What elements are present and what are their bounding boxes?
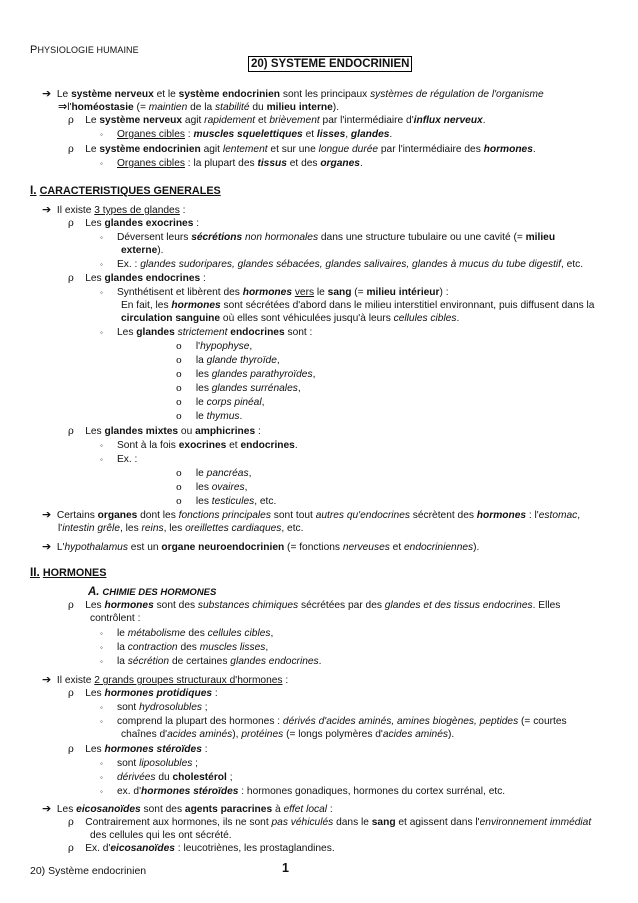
list-item: o le pancréas, — [176, 468, 252, 479]
sec2-eico-b: ρ Contrairement aux hormones, ils ne sont pas véhiculés dans le sang et agissent dans l'environnement immédiat — [68, 817, 592, 828]
intro-line-2: ⇒l'homéostasie (= maintien de la stabilité du milieu interne). — [58, 101, 340, 113]
sec2-prot-c: chaînes d'acides aminés), protéines (= longs polymères d'acides aminés). — [121, 729, 455, 740]
list-item: o l'hypophyse, — [176, 341, 253, 352]
sec1-mixed-title: ρ Les glandes mixtes ou amphicrines : — [68, 426, 261, 437]
sec2-eico-d: ρ Ex. d'eicosanoïdes : leucotriènes, les prostaglandines. — [68, 843, 335, 854]
o-bullet-icon: o — [176, 397, 182, 408]
circle-bullet-icon: ◦ — [100, 703, 103, 712]
page-title: 20) SYSTEME ENDOCRINIEN — [248, 56, 412, 72]
sec1-exo-title: ρ Les glandes exocrines : — [68, 218, 200, 229]
intro-line-1: ➔ Le système nerveux et le système endocrinien sont les principaux systèmes de régulation de l'organisme — [42, 88, 544, 100]
list-item: o la glande thyroïde, — [176, 355, 280, 366]
list-item: o le corps pinéal, — [176, 397, 265, 408]
circle-bullet-icon: ◦ — [100, 657, 103, 666]
o-bullet-icon: o — [176, 482, 182, 493]
rho-bullet-icon: ρ — [68, 843, 74, 854]
sec1-exo-a: ◦ Déversent leurs sécrétions non hormonales dans une structure tubulaire ou une cavité (= milieu — [100, 232, 556, 243]
section-1-heading: I. CARACTERISTIQUES GENERALES — [30, 183, 221, 197]
document-subject: PHYSIOLOGIE HUMAINE — [30, 44, 139, 56]
circle-bullet-icon: ◦ — [100, 328, 103, 337]
circle-bullet-icon: ◦ — [100, 773, 103, 782]
rho-bullet-icon: ρ — [68, 273, 74, 284]
right-arrow-icon: ➔ — [42, 88, 52, 100]
sec2-ster-a: ◦ sont liposolubles ; — [100, 758, 199, 769]
circle-bullet-icon: ◦ — [100, 759, 103, 768]
sec1-mixed-b: ◦ Ex. : — [100, 454, 138, 465]
rho-bullet-icon: ρ — [68, 688, 74, 699]
sec1-organs-b: l'intestin grêle, les reins, les oreillettes cardiaques, etc. — [58, 523, 304, 534]
intro-line-4: ◦ Organes cibles : muscles squelettiques et lisses, glandes. — [100, 129, 393, 140]
circle-bullet-icon: ◦ — [100, 787, 103, 796]
sec1-endo-a: ◦ Synthétisent et libèrent des hormones vers le sang (= milieu intérieur) : — [100, 287, 449, 298]
o-bullet-icon: o — [176, 411, 182, 422]
circle-bullet-icon: ◦ — [100, 717, 103, 726]
list-item: ◦ la contraction des muscles lisses, — [100, 642, 269, 653]
list-item: o les testicules, etc. — [176, 496, 277, 507]
intro-line-6: ◦ Organes cibles : la plupart des tissus et des organes. — [100, 158, 363, 169]
sec1-exo-b: externe). — [121, 245, 164, 256]
rho-bullet-icon: ρ — [68, 144, 74, 155]
sec1-endo-c: circulation sanguine où elles sont véhiculées jusqu'à leurs cellules cibles. — [121, 313, 460, 324]
circle-bullet-icon: ◦ — [100, 455, 103, 464]
list-item: ◦ le métabolisme des cellules cibles, — [100, 628, 274, 639]
sec1-endo-b: En fait, les hormones sont sécrétées d'abord dans le milieu interstitiel environnant, puis diffusent dans la — [121, 300, 595, 311]
sec2-a1: ρ Les hormones sont des substances chimiques sécrétées par des glandes et des tissus endocrines. Elles — [68, 600, 561, 611]
o-bullet-icon: o — [176, 355, 182, 366]
sec2-prot-a: ◦ sont hydrosolubles ; — [100, 702, 208, 713]
sec2-a2: contrôlent : — [90, 613, 141, 624]
circle-bullet-icon: ◦ — [100, 288, 103, 297]
list-item: o les glandes parathyroïdes, — [176, 369, 316, 380]
intro-line-5: ρ Le système endocrinien agit lentement et sur une longue durée par l'intermédiaire des hormones. — [68, 144, 536, 155]
subsection-a-heading: A. CHIMIE DES HORMONES — [88, 586, 217, 598]
circle-bullet-icon: ◦ — [100, 130, 103, 139]
sec2-prot-b: ◦ comprend la plupart des hormones : dérivés d'acides aminés, amines biogènes, peptides (= courtes — [100, 716, 567, 727]
list-item: o le thymus. — [176, 411, 243, 422]
sec2-eico-c: des cellules qui les ont sécrété. — [90, 830, 232, 841]
sec1-endo-title: ρ Les glandes endocrines : — [68, 273, 206, 284]
sec2-ster-title: ρ Les hormones stéroïdes : — [68, 744, 208, 755]
rho-bullet-icon: ρ — [68, 817, 74, 828]
circle-bullet-icon: ◦ — [100, 159, 103, 168]
right-arrow-icon: ➔ — [42, 204, 52, 216]
section-2-heading: II. HORMONES — [30, 565, 107, 579]
sec2-ster-c: ◦ ex. d'hormones stéroïdes : hormones gonadiques, hormones du cortex surrénal, etc. — [100, 786, 506, 797]
rho-bullet-icon: ρ — [68, 115, 74, 126]
o-bullet-icon: o — [176, 468, 182, 479]
o-bullet-icon: o — [176, 369, 182, 380]
circle-bullet-icon: ◦ — [100, 233, 103, 242]
circle-bullet-icon: ◦ — [100, 643, 103, 652]
sec2-prot-title: ρ Les hormones protidiques : — [68, 688, 218, 699]
sec2-ster-b: ◦ dérivées du cholestérol ; — [100, 772, 233, 783]
circle-bullet-icon: ◦ — [100, 260, 103, 269]
sec1-line-types: ➔ Il existe 3 types de glandes : — [42, 204, 186, 216]
implies-arrow-icon: ⇒ — [58, 101, 68, 113]
footer-chapter: 20) Système endocrinien — [30, 865, 147, 877]
right-arrow-icon: ➔ — [42, 803, 52, 815]
list-item: o les glandes surrénales, — [176, 383, 301, 394]
o-bullet-icon: o — [176, 341, 182, 352]
sec1-organs-a: ➔ Certains organes dont les fonctions principales sont tout autres qu'endocrines sécrètent des hormones : l'estomac, — [42, 509, 581, 521]
right-arrow-icon: ➔ — [42, 541, 52, 553]
o-bullet-icon: o — [176, 383, 182, 394]
intro-line-3: ρ Le système nerveux agit rapidement et brièvement par l'intermédiaire d'influx nerveux. — [68, 115, 486, 126]
right-arrow-icon: ➔ — [42, 509, 52, 521]
right-arrow-icon: ➔ — [42, 674, 52, 686]
o-bullet-icon: o — [176, 496, 182, 507]
rho-bullet-icon: ρ — [68, 218, 74, 229]
sec1-endo-d: ◦ Les glandes strictement endocrines sont : — [100, 327, 313, 338]
list-item: o les ovaires, — [176, 482, 248, 493]
rho-bullet-icon: ρ — [68, 744, 74, 755]
rho-bullet-icon: ρ — [68, 600, 74, 611]
sec2-groups: ➔ Il existe 2 grands groupes structuraux d'hormones : — [42, 674, 289, 686]
sec1-exo-ex: ◦ Ex. : glandes sudoripares, glandes sébacées, glandes salivaires, glandes à mucus du tube digestif, etc. — [100, 259, 584, 270]
sec2-eico-a: ➔ Les eicosanoïdes sont des agents paracrines à effet local : — [42, 803, 333, 815]
sec1-hypothalamus: ➔ L'hypothalamus est un organe neuroendocrinien (= fonctions nerveuses et endocriniennes). — [42, 541, 480, 553]
rho-bullet-icon: ρ — [68, 426, 74, 437]
sec1-mixed-a: ◦ Sont à la fois exocrines et endocrines. — [100, 440, 298, 451]
circle-bullet-icon: ◦ — [100, 629, 103, 638]
circle-bullet-icon: ◦ — [100, 441, 103, 450]
list-item: ◦ la sécrétion de certaines glandes endocrines. — [100, 656, 322, 667]
page-number: 1 — [282, 861, 289, 875]
